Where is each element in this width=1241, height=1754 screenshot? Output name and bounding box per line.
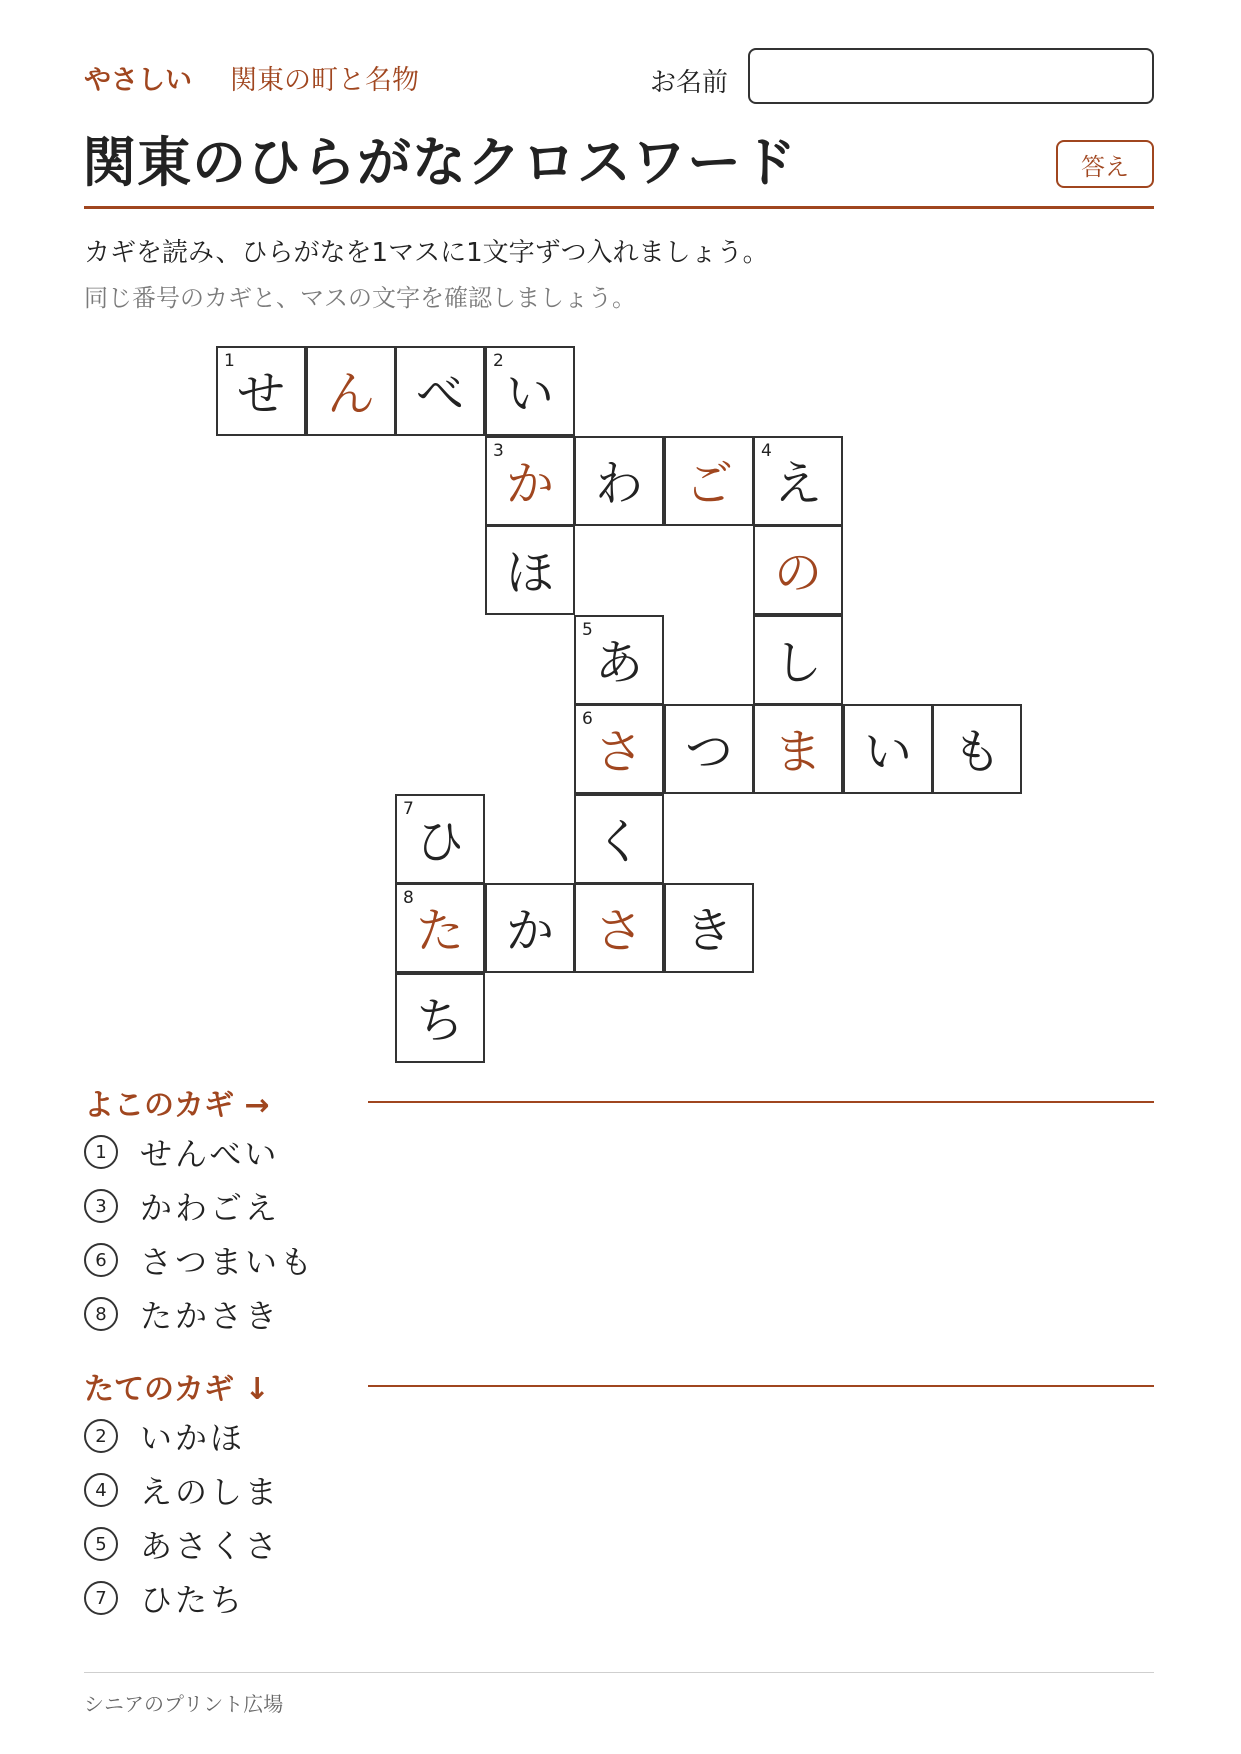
clue-item — [84, 1468, 280, 1512]
clue-number: 3 — [84, 1189, 118, 1223]
across-divider — [368, 1101, 1154, 1103]
topic-label: 関東の町と名物 — [230, 65, 419, 96]
cell-character: ご — [684, 456, 733, 512]
cell-character: き — [684, 903, 733, 959]
clue-number: 6 — [84, 1243, 118, 1277]
cell-character: ん — [326, 366, 375, 422]
cell-character: え — [773, 456, 822, 512]
clue-text: さつまいも — [140, 1243, 316, 1281]
cell-character: ひ — [415, 814, 464, 870]
clue-item — [84, 1292, 280, 1336]
crossword-cell[interactable] — [395, 794, 485, 884]
cell-character: く — [594, 814, 643, 870]
cell-number: 6 — [582, 709, 593, 729]
clue-number: 8 — [84, 1297, 118, 1331]
clue-item — [84, 1184, 280, 1228]
cell-character: も — [952, 724, 1001, 780]
cell-character: あ — [594, 635, 643, 691]
answer-button[interactable] — [1056, 140, 1154, 188]
instruction-secondary: 同じ番号のカギと、マスの文字を確認しましょう。 — [84, 284, 636, 312]
clue-number: 7 — [84, 1581, 118, 1615]
cell-number: 1 — [224, 351, 235, 371]
cell-character: た — [415, 903, 464, 959]
clue-item — [84, 1522, 280, 1566]
crossword-cell[interactable] — [574, 883, 664, 973]
crossword-cell[interactable] — [485, 436, 575, 526]
cell-character: か — [505, 903, 554, 959]
crossword-cell[interactable] — [395, 883, 485, 973]
cell-character: い — [505, 366, 554, 422]
footer-divider — [84, 1672, 1154, 1673]
cell-character: ほ — [505, 545, 554, 601]
crossword-cell[interactable] — [753, 704, 843, 794]
cell-number: 8 — [403, 888, 414, 908]
across-clues-title: よこのカギ → — [84, 1088, 270, 1123]
name-field[interactable] — [748, 48, 1154, 104]
crossword-cell[interactable] — [574, 615, 664, 705]
clue-text: あさくさ — [140, 1527, 281, 1565]
crossword-cell[interactable] — [753, 525, 843, 615]
crossword-cell[interactable] — [664, 883, 754, 973]
cell-character: の — [773, 545, 822, 601]
instruction-primary: カギを読み、ひらがなを1マスに1文字ずつ入れましょう。 — [84, 238, 769, 268]
clue-number: 2 — [84, 1419, 118, 1453]
crossword-cell[interactable] — [485, 883, 575, 973]
cell-character: つ — [684, 724, 733, 780]
cell-character: い — [863, 724, 912, 780]
crossword-grid — [216, 346, 1026, 1066]
crossword-cell[interactable] — [485, 525, 575, 615]
crossword-cell[interactable] — [574, 794, 664, 884]
clue-number: 1 — [84, 1135, 118, 1169]
clue-text: えのしま — [140, 1473, 281, 1511]
clue-text: ひたち — [140, 1581, 246, 1619]
clue-text: いかほ — [140, 1419, 246, 1457]
crossword-cell[interactable] — [574, 436, 664, 526]
clue-text: せんべい — [140, 1135, 280, 1173]
level-label: やさしい — [84, 65, 192, 96]
crossword-cell[interactable] — [574, 704, 664, 794]
crossword-cell[interactable] — [216, 346, 306, 436]
clue-item — [84, 1414, 245, 1458]
footer-credit: シニアのプリント広場 — [84, 1692, 284, 1716]
crossword-cell[interactable] — [753, 615, 843, 705]
cell-number: 7 — [403, 799, 414, 819]
crossword-cell[interactable] — [395, 973, 485, 1063]
cell-number: 4 — [761, 441, 772, 461]
crossword-cell[interactable] — [485, 346, 575, 436]
cell-character: わ — [594, 456, 643, 512]
clue-item — [84, 1130, 279, 1174]
cell-number: 2 — [493, 351, 504, 371]
clue-number: 4 — [84, 1473, 118, 1507]
cell-character: ま — [773, 724, 822, 780]
crossword-cell[interactable] — [664, 704, 754, 794]
name-label: お名前 — [650, 68, 729, 98]
crossword-cell[interactable] — [932, 704, 1022, 794]
crossword-cell[interactable] — [395, 346, 485, 436]
crossword-cell[interactable] — [306, 346, 396, 436]
cell-character: ち — [415, 993, 464, 1049]
cell-character: か — [505, 456, 554, 512]
crossword-cell[interactable] — [664, 436, 754, 526]
crossword-cell[interactable] — [843, 704, 933, 794]
clue-item — [84, 1576, 245, 1620]
cell-character: せ — [236, 366, 285, 422]
cell-number: 5 — [582, 620, 593, 640]
answer-button-label: 答え — [1081, 152, 1129, 181]
cell-character: さ — [594, 903, 643, 959]
clue-number: 5 — [84, 1527, 118, 1561]
down-divider — [368, 1385, 1154, 1387]
clue-text: たかさき — [140, 1297, 281, 1335]
title-divider — [84, 206, 1154, 209]
cell-number: 3 — [493, 441, 504, 461]
cell-character: し — [773, 635, 822, 691]
crossword-cell[interactable] — [753, 436, 843, 526]
cell-character: べ — [415, 366, 464, 422]
page-title: 関東のひらがなクロスワード — [82, 131, 797, 194]
cell-character: さ — [594, 724, 643, 780]
clue-text: かわごえ — [140, 1189, 281, 1227]
down-clues-title: たてのカギ ↓ — [84, 1372, 270, 1407]
clue-item — [84, 1238, 315, 1282]
